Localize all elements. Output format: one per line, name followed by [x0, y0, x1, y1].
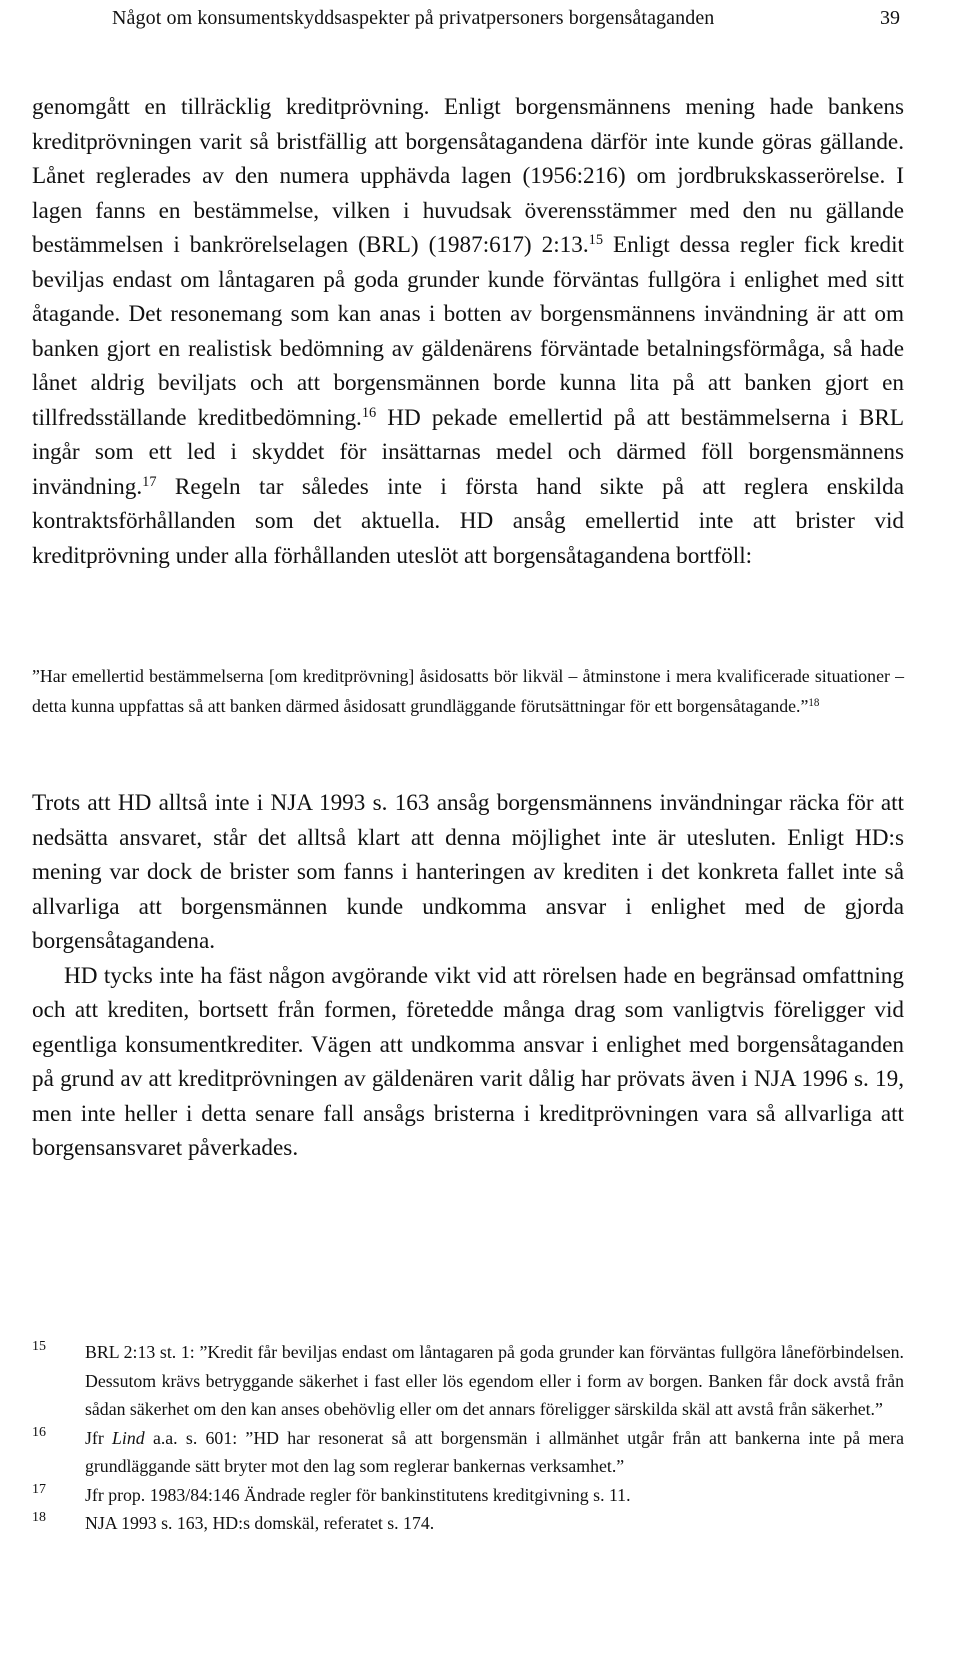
- footnote-text: [85, 1424, 904, 1481]
- footnote-ref-16: 16: [361, 404, 377, 421]
- footnotes: [32, 1338, 904, 1538]
- footnote-body: a.a. s. 601: ”HD har resonerat så att borgensmän i allmänhet utgår från att bankerna inte på mera grundläggande sätt bryter mot den lag som reglerar bankernas verksamhet.”: [85, 1427, 904, 1476]
- footnote-18: [32, 1509, 904, 1538]
- footnote-number: 16: [32, 1424, 46, 1440]
- running-header: [0, 4, 960, 34]
- footnote-number: 17: [32, 1481, 46, 1497]
- block-quote: [32, 661, 904, 721]
- body-text-bottom: [32, 786, 904, 1166]
- paragraph-1-part-4: Regeln tar således inte i första hand sikte på att reglera enskilda kontraktsförhållanden som det aktuella. HD ansåg emellertid inte att brister vid kreditprövning under alla förhållanden uteslöt att borgensåtagandena bortföll:: [32, 473, 904, 569]
- quote-paragraph: [32, 661, 904, 721]
- page-number: 39: [880, 7, 900, 29]
- body-text-top: [32, 90, 904, 573]
- running-title: Något om konsumentskyddsaspekter på privatpersoners borgensåtaganden: [112, 7, 715, 29]
- footnote-16: [32, 1424, 904, 1481]
- footnote-number: 15: [32, 1339, 46, 1354]
- footnote-text: NJA 1993 s. 163, HD:s domskäl, referatet s. 174.: [85, 1513, 435, 1533]
- paragraph-1-part-2: Enligt dessa regler fick kredit beviljas endast om låntagaren på goda grunder kunde förväntas fullgöra i enlighet med sitt åtagande. Det resonemang som kan anas i botten av borgensmännens invändning är att om banken gjort en realistisk bedömning av gäldenärens förväntade betalningsförmåga, så hade lånet aldrig beviljats och att borgensmännen borde kunna lita på att banken gjort en tillfredsställande kreditbedömning.: [32, 232, 904, 431]
- footnote-17: [32, 1481, 904, 1510]
- paragraph-2: Trots att HD alltså inte i NJA 1993 s. 163 ansåg borgensmännens invändningar räcka för att nedsätta ansvaret, står det alltså klart att denna möjlighet inte är utesluten. Enligt HD:s mening var dock de brister som fanns i hanteringen av krediten i det konkreta fallet inte så allvarliga att borgensmännen kunde undkomma ansvar i enlighet med de gjorda borgensåtagandena.: [32, 790, 904, 954]
- paragraph-1-part-3: HD pekade emellertid på att bestämmelserna i BRL ingår som ett led i skyddet för insättarnas medel och därmed föll borgensmännens invändning.: [32, 404, 904, 500]
- footnote-text: Jfr prop. 1983/84:146 Ändrade regler för bankinstitutens kreditgivning s. 11.: [85, 1484, 631, 1505]
- footnote-ref-17: 17: [142, 473, 157, 490]
- quote-text: ”Har emellertid bestämmelserna [om kreditprövning] åsidosatts bör likväl – åtminstone i mera kvalificerade situationer – detta kunna uppfattas så att banken därmed åsidosatt grundläggande förutsättningar för ett borgensåtagande.”: [32, 666, 904, 716]
- footnote-number: 18: [32, 1510, 46, 1525]
- footnote-prefix: Jfr: [85, 1427, 113, 1448]
- footnote-ref-18: 18: [808, 696, 820, 709]
- footnote-author: Lind: [112, 1427, 145, 1448]
- footnote-text: BRL 2:13 st. 1: ”Kredit får beviljas endast om låntagaren på goda grunder kan förväntas fullgöra låneförbindelsen. Dessutom krävs betryggande säkerhet i fast eller lös egendom eller i form av borgen. Banken får dock avstå från sådan säkerhet om den kan anses obehövlig eller om det annars föreligger särskilda skäl att avstå från säkerhet.”: [85, 1342, 904, 1419]
- paragraph-3: HD tycks inte ha fäst någon avgörande vikt vid att rörelsen hade en begränsad omfattning och att krediten, bortsett från formen, företedde många drag som vanligtvis föreligger vid egentliga konsumentkrediter. Vägen att undkomma ansvar i enlighet med borgensåtaganden på grund av att kreditprövningen av gäldenären varit dålig har prövats även i NJA 1996 s. 19, men inte heller i detta senare fall ansågs bristerna i kreditprövningen vara så allvarliga att borgensansvaret påverkades.: [32, 962, 904, 1161]
- footnote-ref-15: 15: [588, 232, 604, 249]
- paragraph-1-part-1: genomgått en tillräcklig kreditprövning. Enligt borgensmännens mening hade bankens kreditprövningen varit så bristfällig att borgensåtagandena därför inte kunde göras gällande. Lånet reglerades av den numera upphävda lagen (1956:216) om jordbrukskasserörelse. I lagen fanns en bestämmelse, vilken i huvudsak överensstämmer med den nu gällande bestämmelsen i bankrörelselagen (BRL) (1987:617) 2:13.: [32, 94, 904, 258]
- paragraph-1: [32, 90, 904, 573]
- footnote-15: [32, 1338, 904, 1424]
